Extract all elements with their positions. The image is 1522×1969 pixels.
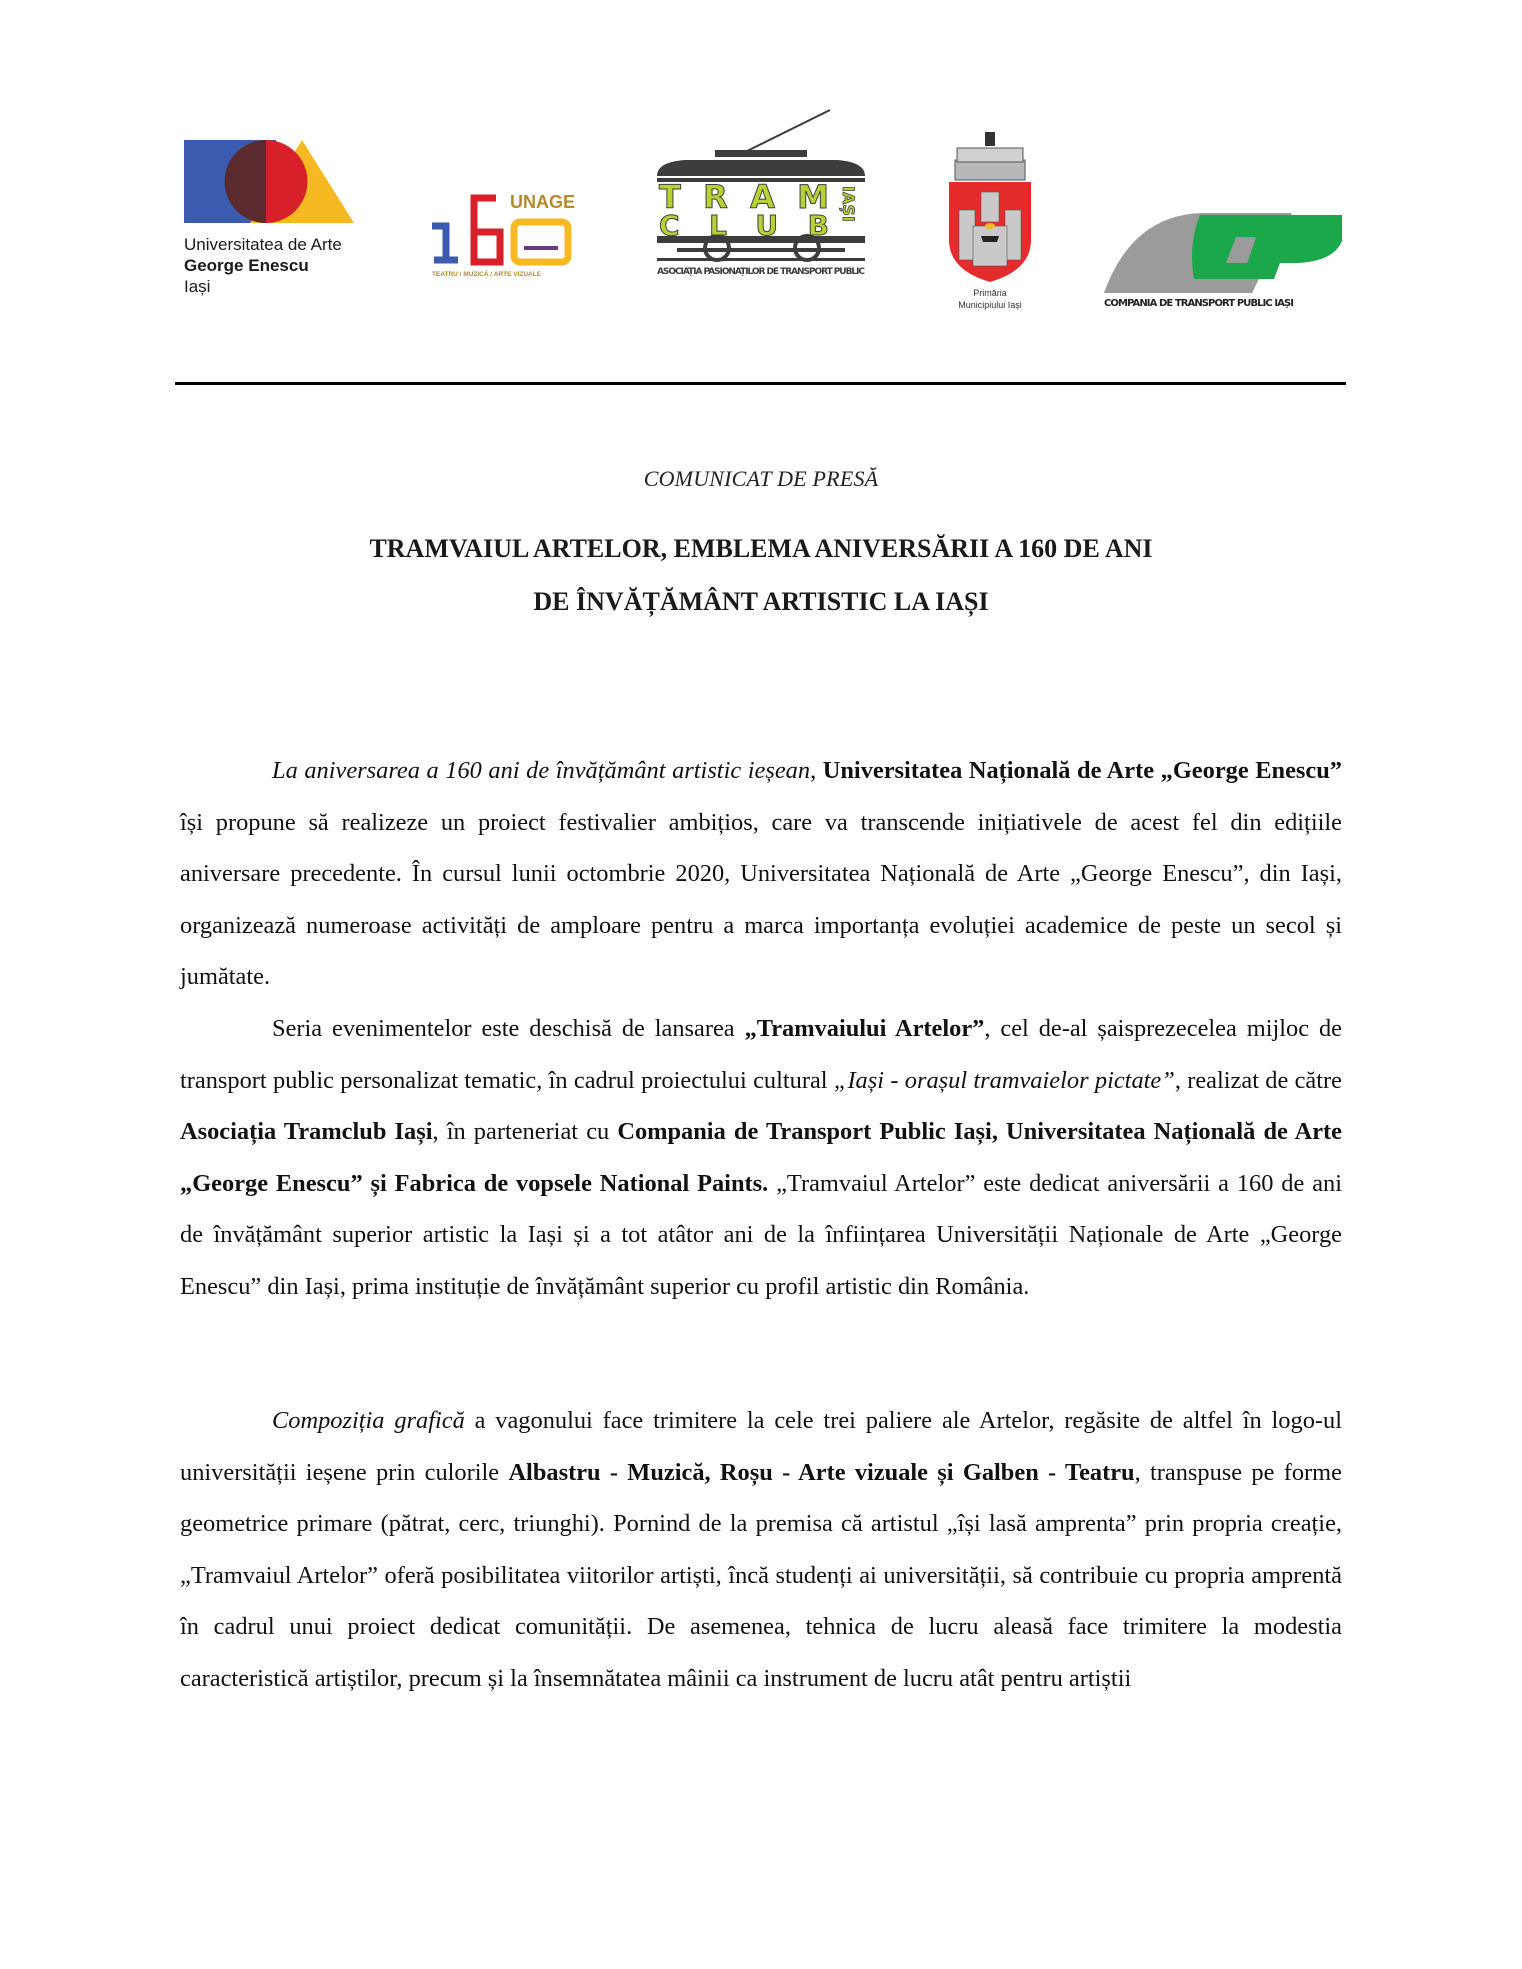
svg-text:UNAGE: UNAGE [510,192,576,212]
text-run: „Iași - orașul tramvaielor pictate” [833,1066,1175,1094]
press-release-kicker: COMUNICAT DE PRESĂ [643,466,879,491]
tram-icon [655,108,867,283]
svg-text:Municipiului Iași: Municipiului Iași [958,300,1022,310]
svg-text:CLUB: CLUB [659,209,829,242]
text-run: „Tramvaiul Artelor” este dedicat aniversării a 160 de ani de învățământ superior artistic la Iași și a tot atâtor ani de la înființarea Universității Naționale de Arte „George Enescu” din Iași, prima instituție de învățământ superior cu profil artistic din România. [180,1169,1342,1300]
paragraph-2 [180,1003,1342,1313]
text-run: , în parteneriat cu [432,1118,618,1146]
paragraph-2-text [180,1003,1342,1313]
text-run: , [810,757,823,784]
unage-line-2: George Enescu [184,256,309,275]
ctp-icon [1102,205,1347,310]
text-run: Universitatea Națională de Arte „George Enescu” [822,757,1342,784]
header-divider [175,382,1346,385]
svg-text:ASOCIAȚIA PASIONAȚILOR DE TRAN: ASOCIAȚIA PASIONAȚILOR DE TRANSPORT PUBLIC [657,267,865,277]
coat-of-arms-icon [935,130,1045,315]
text-run: a vagonului face trimitere la cele trei paliere ale Artelor, regăsite de altfel în logo-ul universității ieșene prin culorile [180,1407,1342,1486]
paragraph-3-text [180,1395,1342,1705]
document-title-line-2: DE ÎNVĂȚĂMÂNT ARTISTIC LA IAȘI [533,587,989,616]
paragraph-3 [180,1395,1342,1705]
document-title-line-1: TRAMVAIUL ARTELOR, EMBLEMA ANIVERSĂRII A 160 DE ANI [369,534,1153,563]
svg-text:TRAM: TRAM [659,178,829,216]
ctp-logo [1102,205,1347,310]
text-run: își propune să realizeze un proiect festivalier ambițios, care va transcende inițiativele de acest fel din edițiile aniversare precedente. În cursul lunii octombrie 2020, Universitatea Națională de Arte „George Enescu”, din Iași, organizează numeroase activități de amploare pentru a marca importanța evoluției academice de peste un secol și jumătate. [180,808,1342,991]
text-run: Compoziția grafică [272,1407,465,1434]
text-run: „Tramvaiului Artelor” [744,1015,985,1042]
unage-line-3: Iași [184,277,211,296]
text-run: La aniversarea a 160 ani de învățământ artistic ieșean [272,757,811,784]
paragraph-1 [180,745,1342,1003]
text-run: Seria evenimentelor este deschisă de lansarea [272,1015,745,1042]
paragraph-1-text [180,745,1342,1003]
text-run: Albastru - Muzică, Roșu - Arte vizuale și Galben - Teatru [508,1458,1135,1486]
text-run: , realizat de către [1174,1066,1342,1094]
unage-160-logo [428,188,576,280]
unage-logo-text [184,234,342,297]
text-run: Compania de Transport Public Iași, Universitatea Națională de Arte „George Enescu” și Fabrica de vopsele National Paints. [180,1118,1342,1197]
primaria-logo [935,130,1045,315]
svg-text:Primăria: Primăria [973,288,1007,298]
svg-text:TEATRU / MUZICĂ / ARTE VIZUALE: TEATRU / MUZICĂ / ARTE VIZUALE [432,271,542,278]
unage-line-1: Universitatea de Arte [184,235,342,254]
svg-text:IAȘI: IAȘI [839,186,858,222]
unage-logo-icon [184,140,354,223]
text-run: Asociația Tramclub Iași [180,1118,433,1146]
text-run: , cel de-al șaisprezecelea mijloc de transport public personalizat tematic, în cadrul proiectului cultural [180,1015,1342,1094]
unage-160-icon [428,188,576,280]
tramclub-logo [655,108,867,283]
text-run: , transpuse pe forme geometrice primare (pătrat, cerc, triunghi). Pornind de la premisa că artistul „își lasă amprenta” prin propria creație, „Tramvaiul Artelor” oferă posibilitatea viitorilor artiști, încă studenți ai universității, să contribuie cu propria amprentă în cadrul unui proiect dedicat comunității. De asemenea, tehnica de lucru aleasă face trimitere la modestia caracteristică artiștilor, precum și la însemnătatea mâinii ca instrument de lucru atât pentru artiștii [180,1458,1342,1692]
svg-text:COMPANIA DE TRANSPORT PUBLIC I: COMPANIA DE TRANSPORT PUBLIC IAȘI [1104,298,1294,309]
